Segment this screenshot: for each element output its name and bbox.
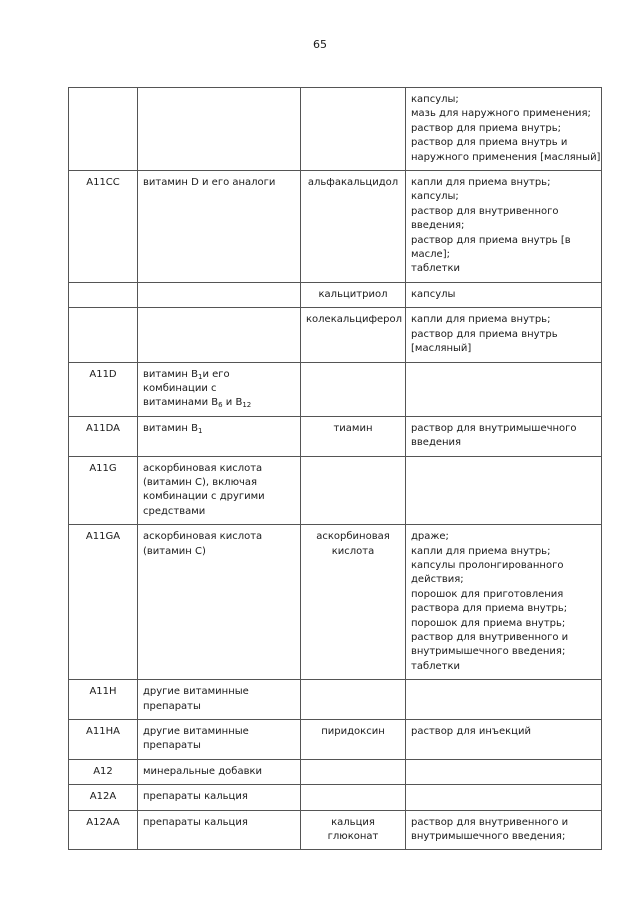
dosage-form-line: таблетки [411, 660, 461, 672]
inn-cell: пиридоксин [301, 720, 406, 760]
dosage-form-line: капли для приема внутрь; [411, 177, 551, 189]
group-line: аскорбиновая кислота [143, 531, 263, 543]
group-line: (витамин С) [143, 545, 206, 557]
atc-code-cell [69, 88, 138, 171]
group-cell: препараты кальция [138, 810, 301, 850]
inn-cell: тиамин [301, 416, 406, 456]
table-row [69, 308, 602, 362]
dosage-form-line: действия; [411, 574, 464, 586]
dosage-forms-cell [406, 720, 602, 760]
inn-line: аскорбиновая [316, 531, 390, 543]
group-line: другие витаминные [143, 726, 249, 738]
dosage-forms-cell [406, 88, 602, 171]
dosage-form-line: внутримышечного введения; [411, 646, 566, 658]
group-line: витамин $B_1и$ его комбинации с [143, 368, 230, 394]
dosage-forms-cell [406, 362, 602, 416]
inn-cell [301, 456, 406, 525]
group-line: другие витаминные [143, 686, 249, 698]
inn-cell: колекальциферол [301, 308, 406, 362]
dosage-form-line: наружного применения [масляный] [411, 151, 601, 163]
group-cell [138, 282, 301, 307]
dosage-form-line: драже; [411, 531, 449, 543]
dosage-form-line: раствор для внутривенного и [411, 816, 569, 828]
dosage-forms-cell [406, 680, 602, 720]
dosage-forms-cell [406, 282, 602, 307]
inn-cell [301, 680, 406, 720]
dosage-forms-cell [406, 171, 602, 283]
dosage-forms-cell [406, 785, 602, 810]
group-cell [138, 720, 301, 760]
dosage-form-line: раствор для приема внутрь; [411, 122, 562, 134]
table-row [69, 456, 602, 525]
inn-cell: кальцитриол [301, 282, 406, 307]
page-number: 65 [313, 38, 327, 51]
dosage-form-line: капсулы; [411, 94, 459, 105]
dosage-form-line: раствор для внутривенного и [411, 632, 569, 643]
group-cell [138, 88, 301, 171]
inn-cell [301, 362, 406, 416]
dosage-form-line: раствор для приема внутрь и [411, 137, 568, 149]
dosage-form-line: внутримышечного введения; [411, 831, 566, 843]
dosage-form-line: раствор для внутримышечного [411, 422, 577, 434]
table-row [69, 362, 602, 416]
group-line: препараты [143, 740, 201, 752]
inn-line: кислота [331, 545, 375, 557]
group-cell: препараты кальция [138, 785, 301, 810]
dosage-form-line: раствор для приема внутрь [411, 328, 558, 340]
group-cell [138, 308, 301, 362]
group-line: средствами [143, 505, 206, 517]
dosage-form-line: капли для приема внутрь; [411, 545, 551, 557]
dosage-forms-cell [406, 308, 602, 362]
dosage-form-line: капсулы пролонгированного [411, 559, 564, 571]
group-cell [138, 362, 301, 416]
table-row [69, 785, 602, 810]
atc-code-cell: A12 [69, 759, 138, 784]
inn-cell [301, 88, 406, 171]
dosage-form-line: раствор для внутривенного [411, 205, 559, 217]
group-cell: минеральные добавки [138, 759, 301, 784]
inn-cell [301, 759, 406, 784]
atc-code-cell: A12AA [69, 810, 138, 850]
dosage-form-line: капли для приема внутрь; [411, 314, 551, 326]
group-cell [138, 456, 301, 525]
dosage-form-line: капсулы [411, 288, 456, 300]
group-line: витаминами $B_6$ и $B_{12}$ [143, 397, 252, 410]
table-row [69, 171, 602, 283]
table-row [69, 88, 602, 171]
atc-code-cell: A11G [69, 456, 138, 525]
table-row [69, 810, 602, 850]
atc-code-cell: A11H [69, 680, 138, 720]
dosage-form-line: введения; [411, 220, 465, 232]
atc-code-cell: A11GA [69, 525, 138, 680]
group-cell: витамин $B_1$ [138, 416, 301, 456]
inn-cell [301, 785, 406, 810]
dosage-forms-cell [406, 456, 602, 525]
atc-code-cell: A11CC [69, 171, 138, 283]
dosage-form-line: масле]; [411, 249, 450, 261]
inn-cell: альфакальцидол [301, 171, 406, 283]
table-row [69, 680, 602, 720]
group-cell: витамин D и его аналоги [138, 171, 301, 283]
group-line: аскорбиновая кислота [143, 462, 263, 474]
atc-code-cell: A12A [69, 785, 138, 810]
dosage-form-line: раствор для приема внутрь [в [411, 234, 571, 246]
atc-code-cell: A11D [69, 362, 138, 416]
dosage-form-line: порошок для приема внутрь; [411, 617, 566, 629]
atc-code-cell: A11DA [69, 416, 138, 456]
dosage-form-line: мазь для наружного применения; [411, 108, 591, 120]
table-row [69, 525, 602, 680]
group-line: (витамин С), включая [143, 476, 258, 488]
dosage-form-line: капсулы; [411, 191, 459, 203]
table-row [69, 759, 602, 784]
table-row [69, 720, 602, 760]
inn-cell: кальция глюконат [301, 810, 406, 850]
group-line: комбинации с другими [143, 491, 265, 503]
dosage-form-line: порошок для приготовления [411, 588, 564, 600]
dosage-form-line: введения [411, 437, 462, 449]
drug-table [68, 87, 602, 850]
atc-code-cell [69, 308, 138, 362]
dosage-form-line: таблетки [411, 263, 461, 275]
dosage-forms-cell [406, 810, 602, 850]
atc-code-cell [69, 282, 138, 307]
table-row [69, 416, 602, 456]
dosage-forms-cell [406, 525, 602, 680]
inn-cell [301, 525, 406, 680]
dosage-forms-cell [406, 416, 602, 456]
dosage-form-line: [масляный] [411, 343, 472, 355]
group-cell [138, 680, 301, 720]
table-row [69, 282, 602, 307]
dosage-form-line: раствор для инъекций [411, 726, 531, 738]
dosage-form-line: раствора для приема внутрь; [411, 603, 568, 615]
atc-code-cell: A11HA [69, 720, 138, 760]
group-cell [138, 525, 301, 680]
group-line: препараты [143, 700, 201, 712]
dosage-forms-cell [406, 759, 602, 784]
